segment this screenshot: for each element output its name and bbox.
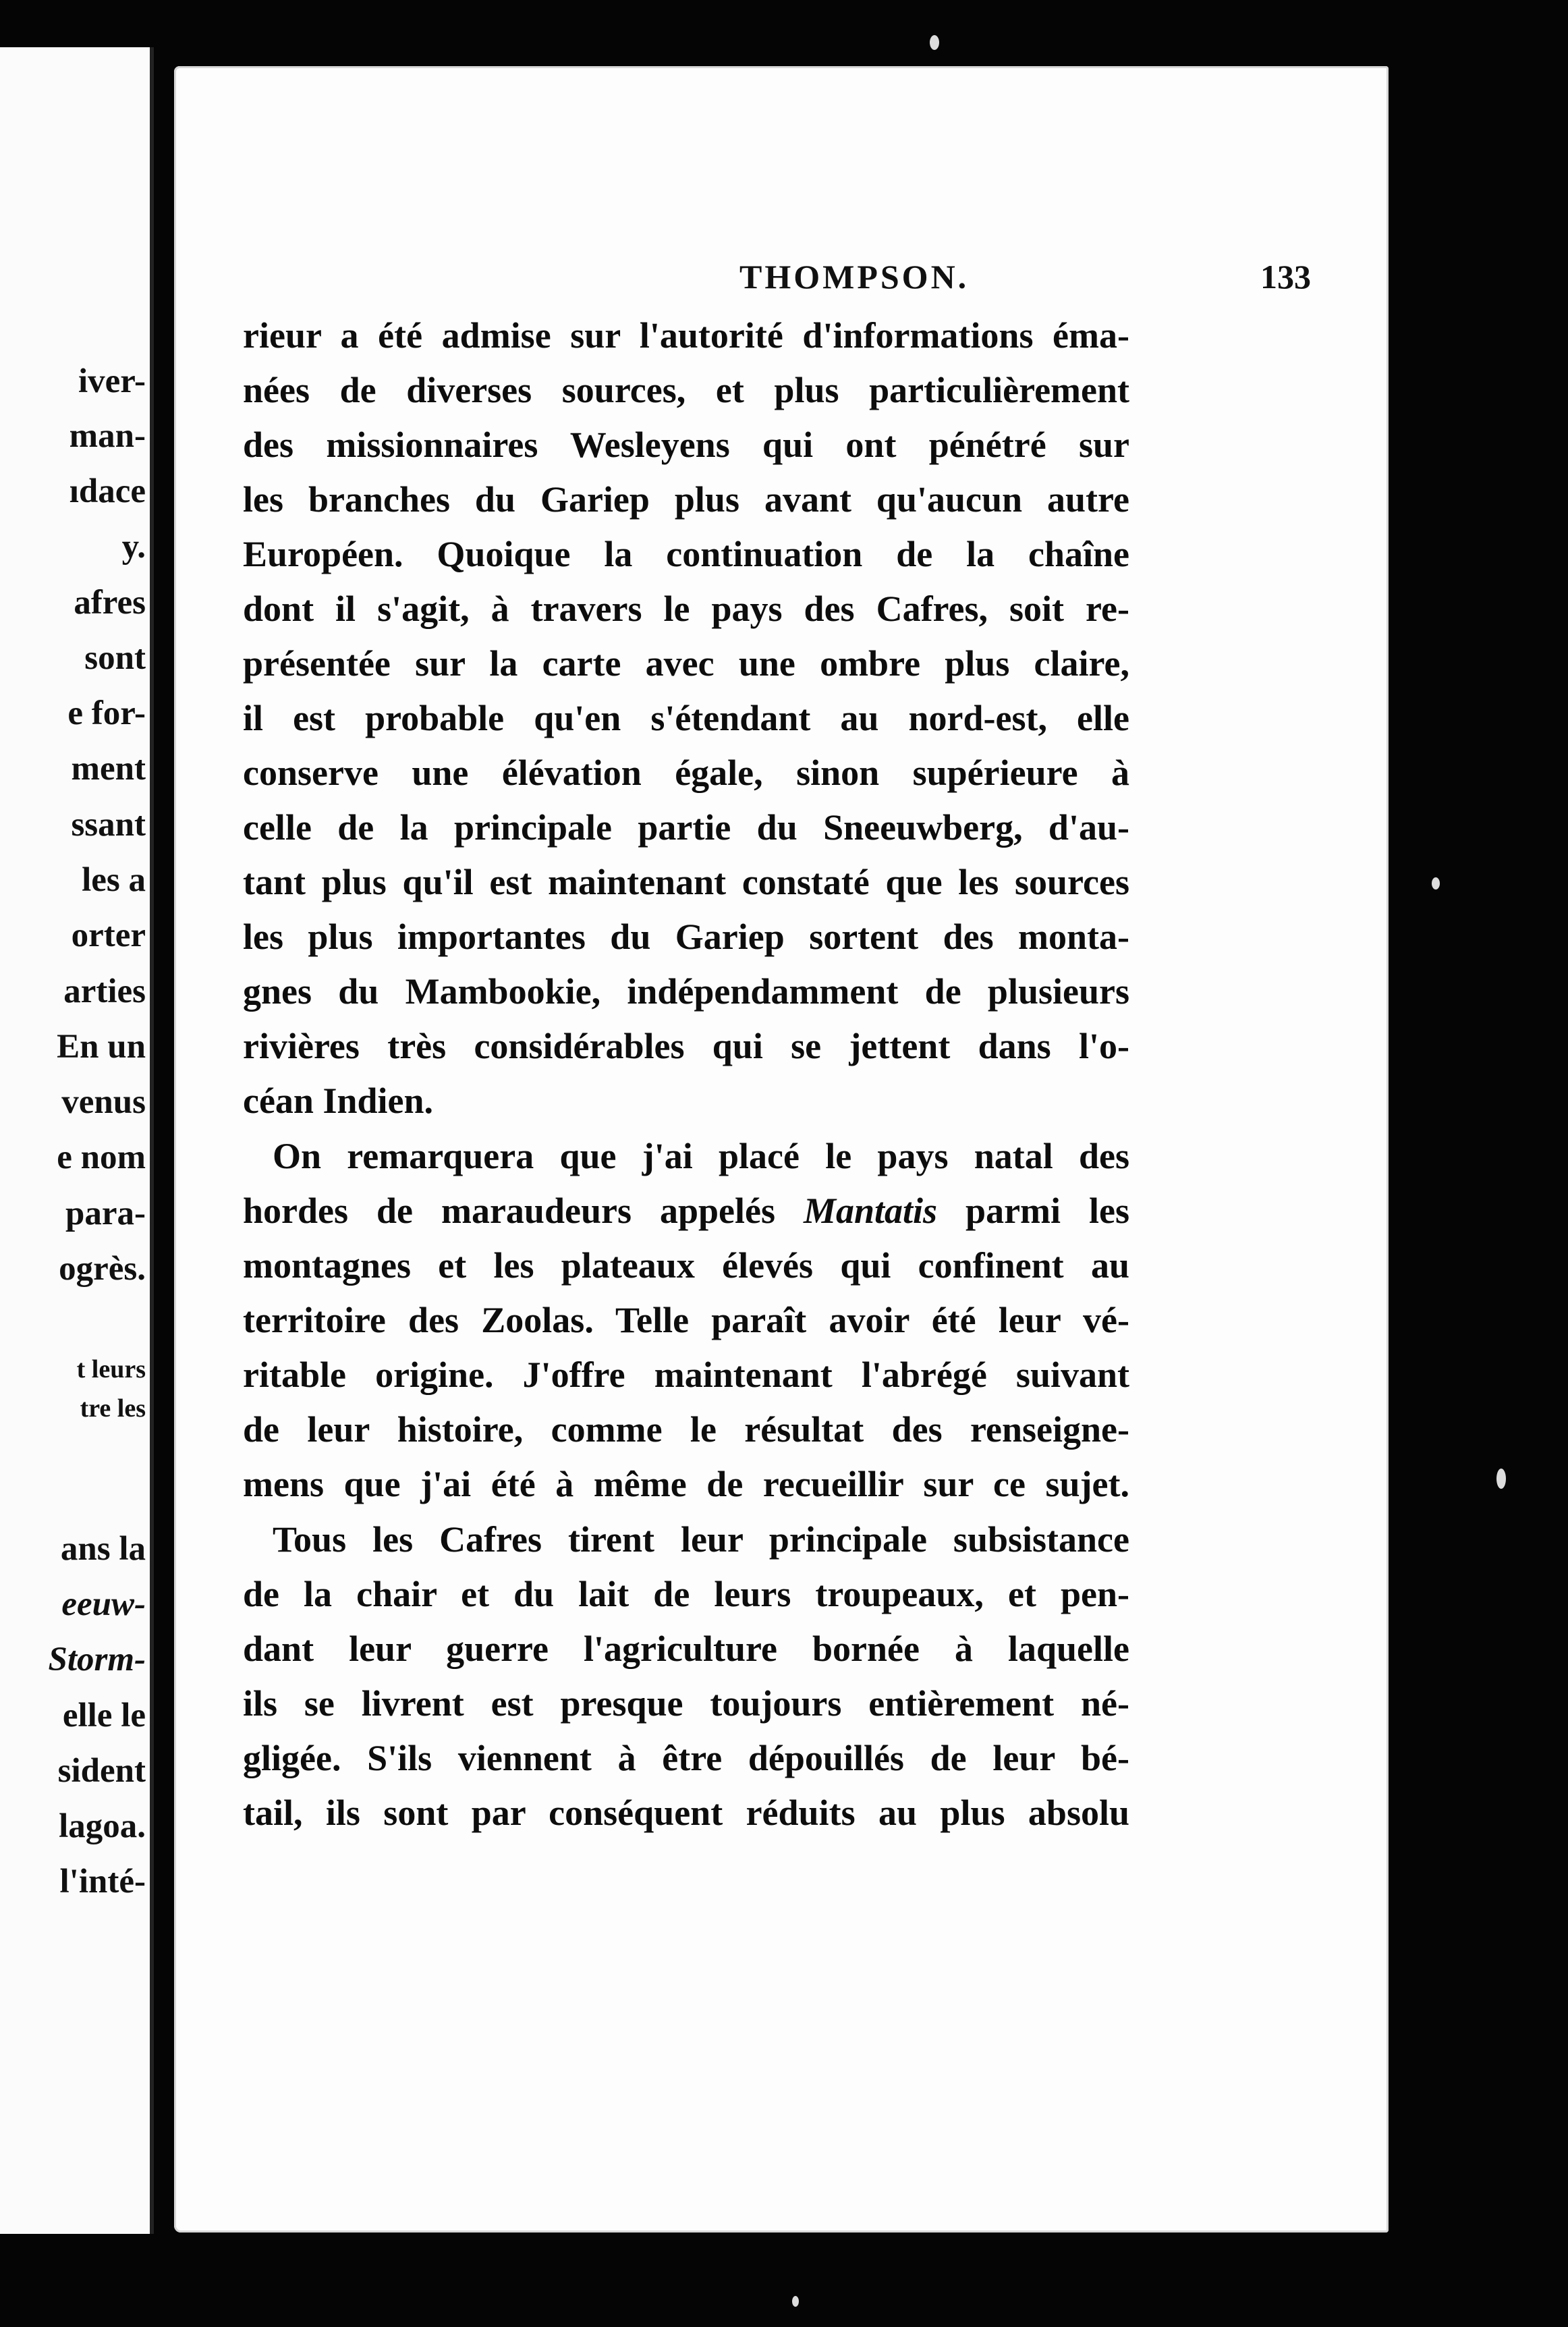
text-line: des missionnaires Wesleyens qui ont pénétré sur [243,425,1129,465]
text-line: territoire des Zoolas. Telle paraît avoir été leur vé- [243,1300,1129,1340]
running-title: THOMPSON. [739,258,970,296]
text-line: céan Indien. [243,1080,434,1121]
page-header [174,257,1389,311]
facing-line: t leurs [76,1355,146,1384]
scan-speck [792,2296,799,2307]
facing-line: lagoa. [59,1807,146,1845]
text-line: rivières très considérables qui se jettent dans l'o- [243,1026,1129,1066]
scan-speck [1496,1469,1506,1489]
page-number: 133 [1260,258,1311,296]
text-line: de la chair et du lait de leurs troupeaux, et pen- [243,1574,1129,1614]
text-line: gligée. S'ils viennent à être dépouillés de leur bé- [243,1738,1129,1778]
facing-line: ment [71,750,146,788]
scan-speck [930,35,939,50]
scan-speck [1432,877,1440,889]
text-line: nées de diverses sources, et plus particulièrement [243,370,1129,410]
facing-line: En un [57,1028,146,1066]
facing-line: tre les [80,1394,146,1423]
text-line: Européen. Quoique la continuation de la chaîne [243,534,1129,574]
text-line: dant leur guerre l'agriculture bornée à laquelle [243,1628,1129,1669]
text-line: tant plus qu'il est maintenant constaté que les sources [243,862,1129,902]
facing-line: venus [61,1083,146,1121]
facing-line: ıdace [69,472,146,510]
facing-line: man- [69,417,146,455]
text-line: présentée sur la carte avec une ombre plus claire, [243,643,1129,684]
text-line: celle de la principale partie du Sneeuwberg, d'au- [243,807,1129,848]
facing-line: ssant [71,806,146,844]
facing-line: y. [121,528,146,566]
facing-line: e nom [57,1139,146,1176]
facing-line: sident [57,1752,146,1790]
facing-line: eeuw- [61,1585,146,1623]
text-line: tail, ils sont par conséquent réduits au plus absolu [243,1792,1129,1833]
text-line: il est probable qu'en s'étendant au nord-est, elle [243,698,1129,738]
text-line: rieur a été admise sur l'autorité d'informations éma- [243,315,1129,356]
text-line: ritable origine. J'offre maintenant l'abrégé suivant [243,1354,1129,1395]
facing-line: ans la [60,1530,146,1568]
facing-page [0,47,154,2234]
facing-line: para- [65,1195,146,1232]
text-line: dont il s'agit, à travers le pays des Cafres, soit re- [243,588,1129,629]
text-line-with-italic [243,1190,1129,1231]
text-line: Tous les Cafres tirent leur principale subsistance [273,1519,1129,1560]
text-line: les plus importantes du Gariep sortent des monta- [243,916,1129,957]
book-page [174,66,1389,2233]
text-line: montagnes et les plateaux élevés qui confinent au [243,1245,1129,1286]
facing-line: sont [84,639,146,677]
facing-line: elle le [62,1697,146,1734]
text-line: de leur histoire, comme le résultat des renseigne- [243,1409,1129,1450]
facing-line: l'inté- [59,1863,146,1900]
text-line: conserve une élévation égale, sinon supérieure à [243,752,1129,793]
line-head: hordes de maraudeurs appelés [243,1190,775,1231]
facing-line: iver- [78,362,146,400]
facing-line: orter [71,916,146,954]
text-line: les branches du Gariep plus avant qu'aucun autre [243,479,1129,520]
text-line: mens que j'ai été à même de recueillir sur ce sujet. [243,1464,1129,1504]
text-line: ils se livrent est presque toujours entièrement né- [243,1683,1129,1724]
text-line: gnes du Mambookie, indépendamment de plusieurs [243,971,1129,1012]
facing-line: arties [63,973,146,1010]
line-tail: parmi les [965,1190,1129,1231]
text-line: On remarquera que j'ai placé le pays natal des [273,1136,1129,1176]
facing-line: e for- [67,694,146,732]
facing-line: Storm- [48,1641,146,1678]
facing-line: ogrès. [59,1250,146,1288]
facing-line: les a [82,861,146,899]
italic-term: Mantatis [803,1190,938,1231]
facing-line: afres [74,584,146,622]
